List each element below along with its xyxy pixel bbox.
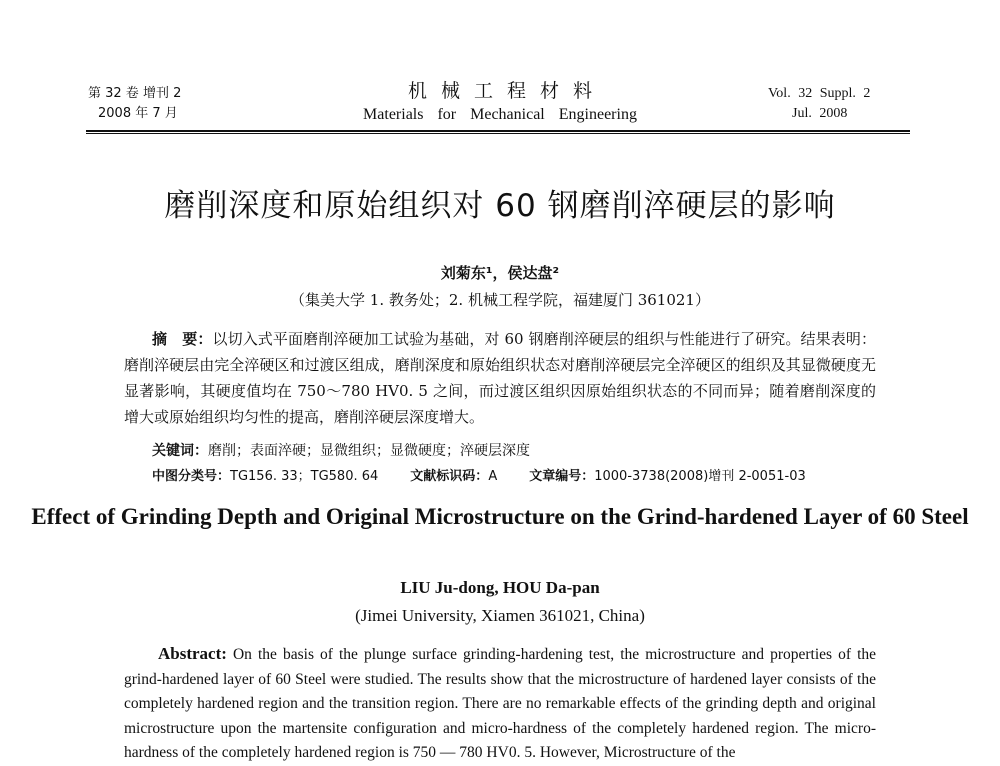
article-no-value: 1000-3738(2008)增刊 2-0051-03 [594, 469, 806, 484]
header-volume-en: Vol. 32 Suppl. 2 [768, 86, 871, 101]
authors-en: LIU Ju-dong, HOU Da-pan [400, 578, 600, 597]
header-volume-cn: 第 32 卷 增刊 2 [88, 86, 182, 101]
classification-line [152, 467, 806, 487]
abstract-text-cn: 以切入式平面磨削淬硬加工试验为基础，对 60 钢磨削淬硬层的组织与性能进行了研究。结果表明：磨削淬硬层由完全淬硬区和过渡区组成，磨削深度和原始组织状态对磨削淬硬层完全淬硬区的组织及其显微硬度无显著影响，其硬度值均在 750～780 HV0. 5 之间，而过渡区组织因原始组织状态的不同而异；随着磨削深度的增大或原始组织均匀性的提高，磨削淬硬层深度增大。 [124, 330, 876, 426]
affiliation-en: (Jimei University, Xiamen 361021, China) [355, 606, 645, 625]
abstract-en [124, 642, 876, 766]
clc-label: 中图分类号： [152, 469, 231, 484]
doc-code-value: A [488, 469, 498, 484]
abstract-cn [124, 326, 876, 430]
affiliation-cn: （集美大学 1. 教务处；2. 机械工程学院，福建厦门 361021） [290, 291, 710, 309]
header-date-cn: 2008 年 7 月 [98, 106, 178, 121]
header-rule-thin [86, 133, 910, 134]
header-rule-thick [86, 130, 910, 132]
keywords-label-cn: 关键词： [152, 443, 208, 459]
article-no-label: 文章编号： [529, 469, 595, 484]
article-title-cn: 磨削深度和原始组织对 60 钢磨削淬硬层的影响 [164, 188, 836, 224]
keywords-cn [152, 441, 530, 461]
abstract-label-en: Abstract: [158, 644, 227, 663]
header-volume-en-block [768, 84, 870, 124]
article-title-en: Effect of Grinding Depth and Original Microstructure on the Grind-hardened Layer of 60 Steel [31, 504, 969, 529]
clc-value: TG156. 33；TG580. 64 [230, 469, 379, 484]
journal-title-cn: 机械工程材料 [407, 80, 606, 102]
doc-code-label: 文献标识码： [410, 469, 489, 484]
header-date-en: Jul. 2008 [792, 106, 848, 121]
abstract-text-en: On the basis of the plunge surface grinding-hardening test, the microstructure and properties of the grind-hardened layer of 60 Steel were studied. The results show that the microstructure of hardened layer consists of the completely hardened region and the transition region. There are no remarkable effects of the grinding depth and original microstructure upon the martensite configuration and micro-hardness of the completely hardened region. The micro-hardness of the completely hardened region is 750 — 780 HV0. 5. However, Microstructure of the [124, 646, 876, 761]
abstract-label-cn: 摘 要： [152, 330, 213, 348]
authors-cn: 刘菊东¹，侯达盘² [440, 264, 560, 282]
keywords-text-cn: 磨削；表面淬硬；显微组织；显微硬度；淬硬层深度 [208, 443, 530, 459]
journal-title-en: Materials for Mechanical Engineering [363, 106, 637, 123]
